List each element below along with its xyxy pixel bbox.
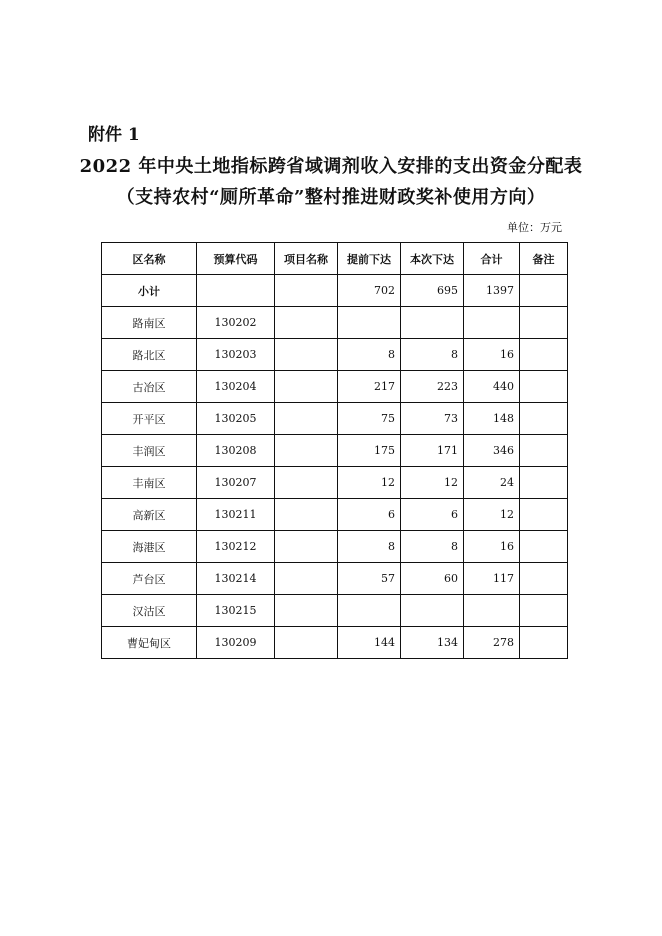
cell-name: 芦台区 xyxy=(102,563,197,595)
cell-project xyxy=(275,307,338,339)
unit-label: 单位：万元 xyxy=(507,221,562,234)
cell-advance: 175 xyxy=(338,435,401,467)
cell-note xyxy=(520,563,568,595)
cell-advance: 144 xyxy=(338,627,401,659)
cell-code: 130212 xyxy=(197,531,275,563)
cell-note xyxy=(520,275,568,307)
cell-current: 73 xyxy=(401,403,464,435)
subtotal-row xyxy=(102,275,568,307)
table-row xyxy=(102,499,568,531)
cell-name: 丰南区 xyxy=(102,467,197,499)
table-row xyxy=(102,531,568,563)
cell-current: 12 xyxy=(401,467,464,499)
cell-current: 8 xyxy=(401,531,464,563)
cell-advance: 8 xyxy=(338,339,401,371)
cell-total: 1397 xyxy=(464,275,520,307)
header-current-issued: 本次下达 xyxy=(401,243,464,275)
cell-name: 高新区 xyxy=(102,499,197,531)
cell-name: 汉沽区 xyxy=(102,595,197,627)
header-budget-code: 预算代码 xyxy=(197,243,275,275)
cell-name: 曹妃甸区 xyxy=(102,627,197,659)
cell-current xyxy=(401,595,464,627)
cell-code: 130203 xyxy=(197,339,275,371)
table-header-row xyxy=(102,243,568,275)
cell-project xyxy=(275,275,338,307)
cell-project xyxy=(275,339,338,371)
cell-advance: 702 xyxy=(338,275,401,307)
header-advance-issued: 提前下达 xyxy=(338,243,401,275)
cell-project xyxy=(275,627,338,659)
header-remarks: 备注 xyxy=(520,243,568,275)
cell-code: 130214 xyxy=(197,563,275,595)
attachment-label: 附件 1 xyxy=(88,125,140,145)
cell-name: 路南区 xyxy=(102,307,197,339)
cell-code: 130215 xyxy=(197,595,275,627)
cell-note xyxy=(520,435,568,467)
cell-project xyxy=(275,467,338,499)
cell-total: 346 xyxy=(464,435,520,467)
cell-code: 130204 xyxy=(197,371,275,403)
cell-current: 695 xyxy=(401,275,464,307)
table-row xyxy=(102,563,568,595)
table-row xyxy=(102,627,568,659)
cell-total: 440 xyxy=(464,371,520,403)
cell-total: 24 xyxy=(464,467,520,499)
cell-code: 130205 xyxy=(197,403,275,435)
table-row xyxy=(102,435,568,467)
cell-total: 16 xyxy=(464,531,520,563)
cell-note xyxy=(520,499,568,531)
cell-advance: 57 xyxy=(338,563,401,595)
cell-advance: 8 xyxy=(338,531,401,563)
cell-advance: 6 xyxy=(338,499,401,531)
cell-project xyxy=(275,435,338,467)
cell-name: 丰润区 xyxy=(102,435,197,467)
table-row xyxy=(102,403,568,435)
cell-note xyxy=(520,371,568,403)
table-row xyxy=(102,467,568,499)
table-row xyxy=(102,595,568,627)
cell-current: 223 xyxy=(401,371,464,403)
cell-advance: 217 xyxy=(338,371,401,403)
cell-current xyxy=(401,307,464,339)
table-row xyxy=(102,339,568,371)
cell-note xyxy=(520,403,568,435)
cell-total: 148 xyxy=(464,403,520,435)
cell-name: 开平区 xyxy=(102,403,197,435)
cell-note xyxy=(520,467,568,499)
cell-project xyxy=(275,531,338,563)
cell-note xyxy=(520,339,568,371)
cell-code: 130209 xyxy=(197,627,275,659)
cell-total: 16 xyxy=(464,339,520,371)
header-total: 合计 xyxy=(464,243,520,275)
cell-note xyxy=(520,627,568,659)
cell-code: 130211 xyxy=(197,499,275,531)
document-subtitle: （支持农村“厕所革命”整村推进财政奖补使用方向） xyxy=(116,187,546,208)
cell-project xyxy=(275,371,338,403)
table-row xyxy=(102,307,568,339)
cell-total: 117 xyxy=(464,563,520,595)
cell-project xyxy=(275,563,338,595)
cell-advance xyxy=(338,595,401,627)
cell-advance: 75 xyxy=(338,403,401,435)
header-district-name: 区名称 xyxy=(102,243,197,275)
cell-name: 海港区 xyxy=(102,531,197,563)
cell-current: 6 xyxy=(401,499,464,531)
cell-name: 小计 xyxy=(102,275,197,307)
allocation-table xyxy=(101,242,568,659)
cell-current: 134 xyxy=(401,627,464,659)
header-project-name: 项目名称 xyxy=(275,243,338,275)
cell-advance xyxy=(338,307,401,339)
cell-total: 12 xyxy=(464,499,520,531)
cell-project xyxy=(275,595,338,627)
cell-current: 60 xyxy=(401,563,464,595)
cell-current: 8 xyxy=(401,339,464,371)
table-row xyxy=(102,371,568,403)
cell-total xyxy=(464,595,520,627)
cell-note xyxy=(520,307,568,339)
cell-total: 278 xyxy=(464,627,520,659)
cell-code xyxy=(197,275,275,307)
cell-code: 130208 xyxy=(197,435,275,467)
cell-note xyxy=(520,595,568,627)
cell-current: 171 xyxy=(401,435,464,467)
cell-name: 路北区 xyxy=(102,339,197,371)
cell-project xyxy=(275,403,338,435)
cell-code: 130202 xyxy=(197,307,275,339)
cell-advance: 12 xyxy=(338,467,401,499)
document-title: 2022 年中央土地指标跨省域调剂收入安排的支出资金分配表 xyxy=(79,156,583,177)
cell-note xyxy=(520,531,568,563)
cell-name: 古冶区 xyxy=(102,371,197,403)
cell-total xyxy=(464,307,520,339)
cell-code: 130207 xyxy=(197,467,275,499)
cell-project xyxy=(275,499,338,531)
